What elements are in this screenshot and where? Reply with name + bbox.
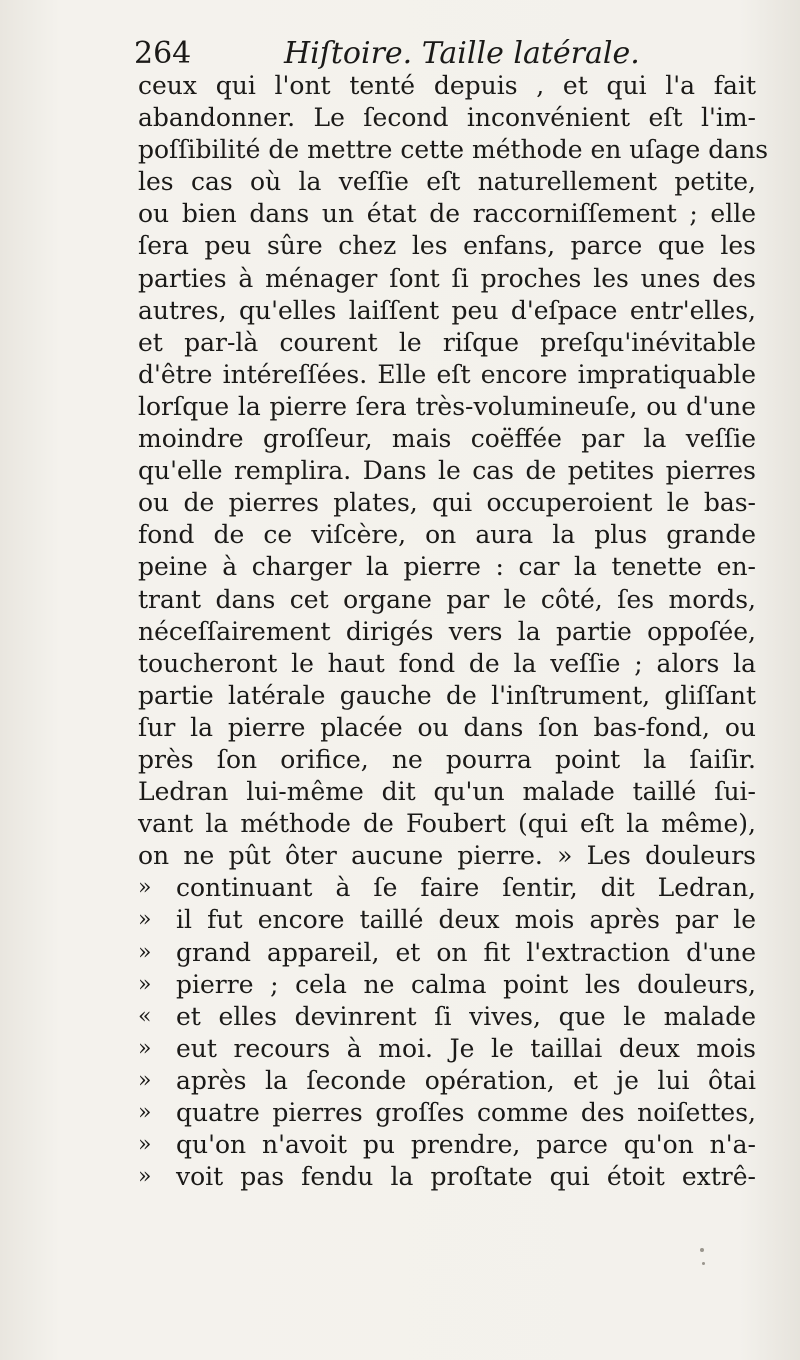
quote-mark: »	[138, 907, 152, 933]
line-text: qu'on n'avoit pu prendre, parce qu'on n'a-	[176, 1130, 756, 1160]
text-line	[138, 937, 756, 969]
text-line	[138, 776, 756, 808]
line-text: autres, qu'elles laiſſent peu d'eſpace entr'elles,	[138, 295, 756, 325]
text-line	[138, 295, 756, 327]
line-text: ſur la pierre placée ou dans ſon bas-fond, ou	[138, 712, 756, 742]
text-line	[138, 648, 756, 680]
text-line	[138, 327, 756, 359]
line-text: les cas où la veſſie eſt naturellement petite,	[138, 167, 756, 197]
text-line	[138, 102, 756, 134]
text-line	[138, 519, 756, 551]
page-number: 264	[134, 36, 192, 71]
line-text: néceſſairement dirigés vers la partie oppoſée,	[138, 616, 756, 646]
text-line	[138, 230, 756, 262]
text-line	[138, 263, 756, 295]
text-line	[138, 904, 756, 936]
line-text: Ledran lui-même dit qu'un malade taillé ſui-	[138, 777, 756, 807]
quote-mark: »	[138, 875, 152, 901]
text-line	[138, 198, 756, 230]
text-line	[138, 391, 756, 423]
line-text: poſſibilité de mettre cette méthode en uſage dans	[138, 135, 769, 165]
text-line	[138, 616, 756, 648]
text-line	[138, 359, 756, 391]
text-line	[138, 840, 756, 872]
text-line	[138, 969, 756, 1001]
quote-mark: »	[138, 1100, 152, 1125]
quote-mark: »	[138, 1164, 152, 1190]
quote-mark: «	[138, 1003, 152, 1029]
paper-speck	[702, 1262, 705, 1265]
text-line	[138, 134, 769, 166]
line-text: on ne pût ôter aucune pierre. » Les douleurs	[138, 841, 756, 871]
line-text: il fut encore taillé deux mois après par le	[176, 905, 756, 935]
line-text: ou bien dans un état de raccorniſſement ; elle	[138, 199, 756, 229]
line-text: et elles devinrent ſi vives, que le malade	[176, 1001, 756, 1031]
line-text: après la ſeconde opération, et je lui ôtai	[176, 1065, 756, 1095]
text-line	[138, 455, 756, 487]
text-line	[138, 487, 756, 519]
quote-mark: »	[138, 1067, 152, 1093]
text-line	[138, 1001, 756, 1033]
line-text: trant dans cet organe par le côté, ſes mords,	[138, 584, 756, 614]
line-text: voit pas fendu la proſtate qui étoit extrê-	[176, 1162, 756, 1192]
line-text: quatre pierres groſſes comme des noiſettes,	[176, 1098, 756, 1127]
line-text: abandonner. Le ſecond inconvénient eſt l'im-	[138, 103, 756, 133]
line-text: et par-là courent le riſque preſqu'inévitable	[138, 327, 756, 357]
line-text: lorſque la pierre ſera très-volumineuſe, ou d'une	[138, 391, 756, 421]
line-text: fond de ce viſcère, on aura la plus grande	[138, 520, 756, 550]
text-line	[138, 551, 756, 583]
quote-mark: »	[138, 1035, 152, 1061]
line-text: pierre ; cela ne calma point les douleurs,	[176, 969, 756, 999]
line-text: toucheront le haut fond de la veſſie ; alors la	[138, 648, 756, 678]
quote-mark: »	[138, 971, 152, 997]
line-text: parties à ménager ſont ſi proches les unes des	[138, 263, 756, 293]
page-header	[128, 34, 768, 74]
line-text: près ſon orifice, ne pourra point la ſaiſir.	[138, 744, 756, 774]
text-line	[138, 872, 756, 904]
text-line	[138, 1161, 756, 1193]
paper-speck	[700, 1248, 704, 1252]
text-line	[138, 584, 756, 616]
text-line	[138, 1065, 756, 1097]
line-text: ſera peu sûre chez les enfans, parce que les	[138, 231, 756, 261]
text-line	[138, 1033, 756, 1065]
running-title: Hiſtoire. Taille latérale.	[284, 36, 640, 71]
line-text: d'être intéreſſées. Elle eſt encore impratiquable	[138, 359, 756, 389]
line-text: ou de pierres plates, qui occuperoient le bas-	[138, 488, 756, 518]
line-text: moindre groſſeur, mais coëffée par la veſſie	[138, 424, 756, 454]
line-text: peine à charger la pierre : car la tenette en-	[138, 552, 756, 582]
line-text: grand appareil, et on fit l'extraction d'une	[176, 937, 756, 967]
text-line	[138, 423, 756, 455]
text-line	[138, 1129, 756, 1161]
body-text	[138, 70, 769, 1193]
line-text: partie latérale gauche de l'inſtrument, gliſſant	[138, 680, 756, 710]
line-text: qu'elle remplira. Dans le cas de petites pierres	[138, 456, 756, 486]
line-text: ceux qui l'ont tenté depuis , et qui l'a fait	[138, 71, 756, 100]
line-text: eut recours à moi. Je le taillai deux mois	[176, 1033, 756, 1063]
line-text: continuant à ſe faire ſentir, dit Ledran,	[176, 873, 756, 903]
text-line	[138, 744, 756, 776]
text-line	[138, 808, 756, 840]
quote-mark: »	[138, 939, 152, 965]
text-line	[138, 1097, 756, 1129]
text-line	[138, 166, 756, 198]
line-text: vant la méthode de Foubert (qui eſt la même),	[138, 809, 756, 839]
text-line	[138, 680, 756, 712]
quote-mark: »	[138, 1132, 152, 1158]
text-line	[138, 70, 756, 102]
text-line	[138, 712, 756, 744]
